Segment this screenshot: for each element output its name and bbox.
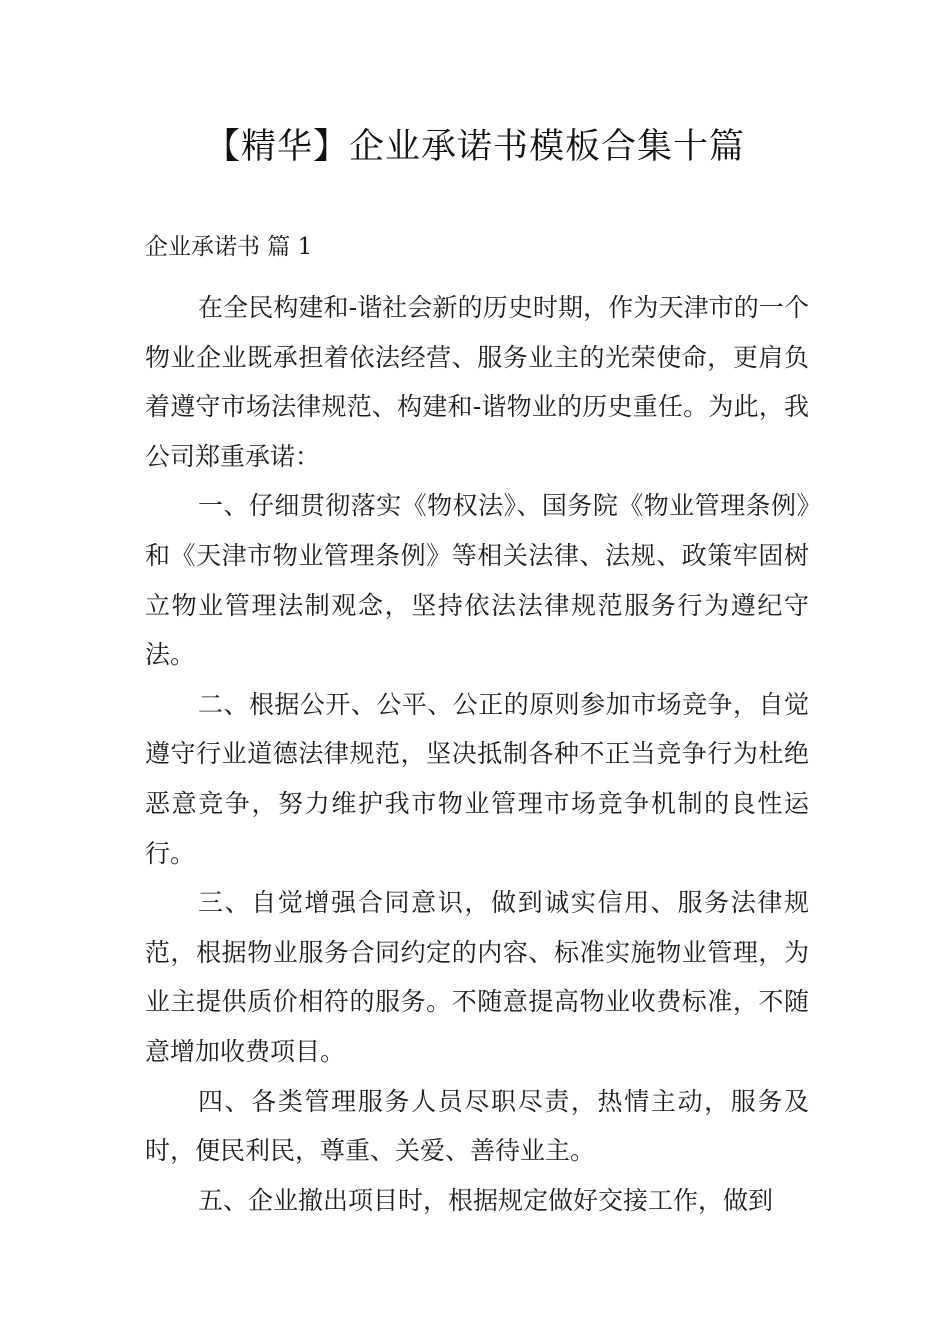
section-heading: 企业承诺书 篇 1 — [145, 234, 313, 260]
paragraph-commitment-3: 三、自觉增强合同意识，做到诚实信用、服务法律规范，根据物业服务合同约定的内容、标准实施物业管理，为业主提供质价相符的服务。不随意提高物业收费标准，不随意增加收费项目。 — [145, 888, 809, 1066]
document-title: 【精华】企业承诺书模板合集十篇 — [204, 127, 745, 167]
paragraph-intro: 在全民构建和-谐社会新的历史时期，作为天津市的一个物业企业既承担着依法经营、服务业主的光荣使命，更肩负着遵守市场法律规范、构建和-谐物业的历史重任。为此，我公司郑重承诺： — [145, 293, 809, 471]
paragraph-commitment-1: 一、仔细贯彻落实《物权法》、国务院《物业管理条例》和《天津市物业管理条例》等相关法律、法规、政策牢固树立物业管理法制观念，坚持依法法律规范服务行为遵纪守法。 — [145, 491, 809, 670]
paragraph-commitment-4: 四、各类管理服务人员尽职尽责，热情主动，服务及时，便民利民，尊重、关爱、善待业主。 — [145, 1086, 809, 1166]
paragraph-commitment-2: 二、根据公开、公平、公正的原则参加市场竞争，自觉遵守行业道德法律规范，坚决抵制各种不正当竞争行为杜绝恶意竞争，努力维护我市物业管理市场竞争机制的良性运行。 — [145, 689, 809, 868]
document-body — [145, 283, 809, 1225]
paragraph-commitment-5: 五、企业撤出项目时，根据规定做好交接工作，做到 — [198, 1185, 774, 1215]
